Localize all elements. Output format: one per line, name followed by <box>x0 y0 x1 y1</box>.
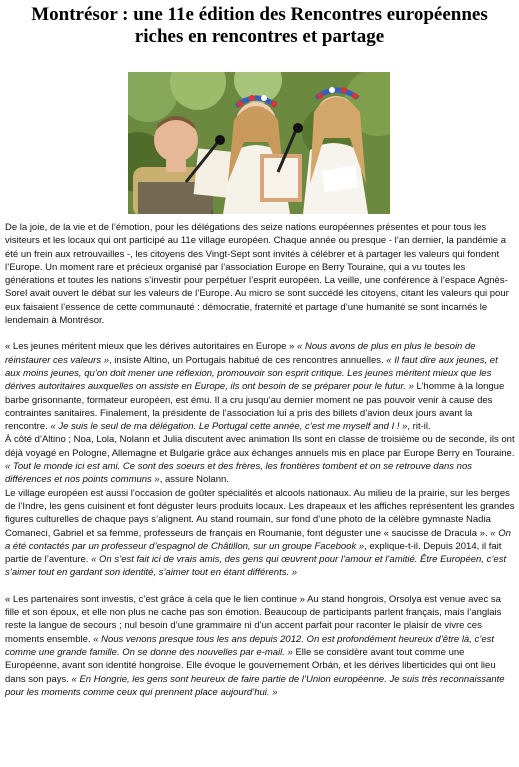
paragraph-text: De la joie, de la vie et de l’émotion, pour les délégations des seize nations européennes présentes et pour tous les visiteurs et les locaux qui ont participé au 11e village européen. Chaque année ou presque - l’an dernier, la pandémie a été un frein aux retrouvailles -, les citoyens des Vingt-Sept sont invités à célébrer et à partager les valeurs qui fondent l’Europe. Un moment rare et précieux organisé par l’association Europe en Berry Touraine, qui a vu toutes les générations et toutes les nations s’investir pour perpétuer l’esprit européen. La veille, une conférence à l’espace Agnès-Sorel avait ouvert le débat sur les valeurs de l’Europe. Au micro se sont succédé les citoyens, citant les valeurs qui pour eux faisaient l’essence de cette communauté : démocratie, fraternité et partage d’une humanité se sont incarnés le lendemain à Montrésor. <box>5 222 509 327</box>
paragraph-text: Le village européen est aussi l’occasion de goûter spécialités et alcools nationaux. Au milieu de la prairie, sur les berges de l’Indre, les gens cuisinent et font déguster leurs produits locaux. Les drapeaux et les affiches représentent les grandes figures culturelles de chaque pays s’alignent. Au stand roumain, sur fond d’une photo de la célèbre gymnaste Nadia Comaneci, Gabriel et sa femme, professeurs de français en Roumanie, font déguster une « saucisse de Dracula ». <box>5 487 515 539</box>
paragraph-text: , insiste Altino, un Portugais habitué de ces rencontres annuelles. <box>109 354 387 366</box>
article-body <box>5 221 515 712</box>
paragraph-text: Elle se considère avant tout comme une Européenne, avant son identité hongroise. Elle évoque le gouvernement Orbán, et les dérives liberticides qui ont lieu dans son pays. <box>5 646 496 685</box>
paragraph-text: « Les partenaires sont investis, c’est grâce à cela que le lien continue » Au stand hongrois, Orsolya est venue avec sa fille et son époux, et elle non plus ne cache pas son émotion. Beaucoup de participants parlent français, mais l’anglais reste la langue de secours ; nul besoin d’une grammaire ni d’un accent parfait pour raconter le plaisir de vivre ces moments ensemble. <box>5 593 502 645</box>
article-photo <box>128 72 390 214</box>
quote-text: « Tout le monde ici est ami. Ce sont des soeurs et des frères, les frontières tombent et on se retrouve dans nos différences et nos points communs » <box>5 461 472 486</box>
article-paragraph <box>5 433 515 486</box>
paragraph-text: , rit-il. <box>407 421 431 433</box>
paragraph-text: , explique-t-il. Depuis 2014, il fait partie de l’aventure. <box>5 540 502 566</box>
paragraph-text: À côté d’Altino ; Noa, Lola, Nolann et Julia discutent avec animation Ils sont en classe de troisième ou de seconde, ils ont déjà voyagé en Pologne, Allemagne et Bulgarie grâce aux échanges annuels mis en place par Europe Berry en Touraine. <box>5 434 515 459</box>
quote-text: « On s’est fait ici de vrais amis, des gens qui œuvrent pour l’amour et l’amitié. Être Européen, c’est s’aimer tout en gardant son identité, s’aimer tout en étant différents. » <box>5 554 507 579</box>
article-title: Montrésor : une 11e édition des Rencontres européennes riches en rencontres et partage <box>31 4 488 47</box>
paragraph-text: L’homme à la longue barbe grisonnante, formateur européen, est ému. Il a cru jusqu’au dernier moment ne pas pouvoir venir à cause des contraintes sanitaires. Finalement, la présidente de l’association lui a pris des billets d’avion deux jours avant la rencontre. <box>5 381 505 433</box>
quote-text: « On a été contactés par un professeur d’espagnol de Châtillon, sur un groupe Facebook » <box>5 527 511 552</box>
quote-text: « Nous avons de plus en plus le besoin de réinstaurer ces valeurs » <box>5 341 476 366</box>
article-paragraph <box>5 487 515 580</box>
article-paragraph <box>5 340 515 433</box>
article-paragraph <box>5 221 515 327</box>
quote-text: « Il faut dire aux jeunes, et aux moins jeunes, qu’on doit mener une réflexion, promouvoir son esprit critique. Les jeunes méritent mieux que les dérives autoritaires auxquelles on assiste en Europe, ils ont besoin de se préparer pour le futur. » <box>5 354 498 393</box>
article-paragraph <box>5 593 515 699</box>
paragraph-text: « Les jeunes méritent mieux que les dérives autoritaires en Europe » <box>5 341 298 353</box>
quote-text: « Je suis le seul de ma délégation. Le Portugal cette année, c’est me myself and I ! » <box>50 421 408 433</box>
photo-of-speakers-at-microphones-icon <box>128 72 390 214</box>
quote-text: « En Hongrie, les gens sont heureux de faire partie de l’Union européenne. Je suis très reconnaissante pour les moments comme ceux qui prennent place aujourd’hui. » <box>5 673 505 698</box>
paragraph-text: , assure Nolann. <box>159 474 229 486</box>
quote-text: « Nous venons presque tous les ans depuis 2012. On est profondément heureux d’être là, c’est comme une grande famille. On se donne des nouvelles par e-mail. » <box>5 633 495 658</box>
